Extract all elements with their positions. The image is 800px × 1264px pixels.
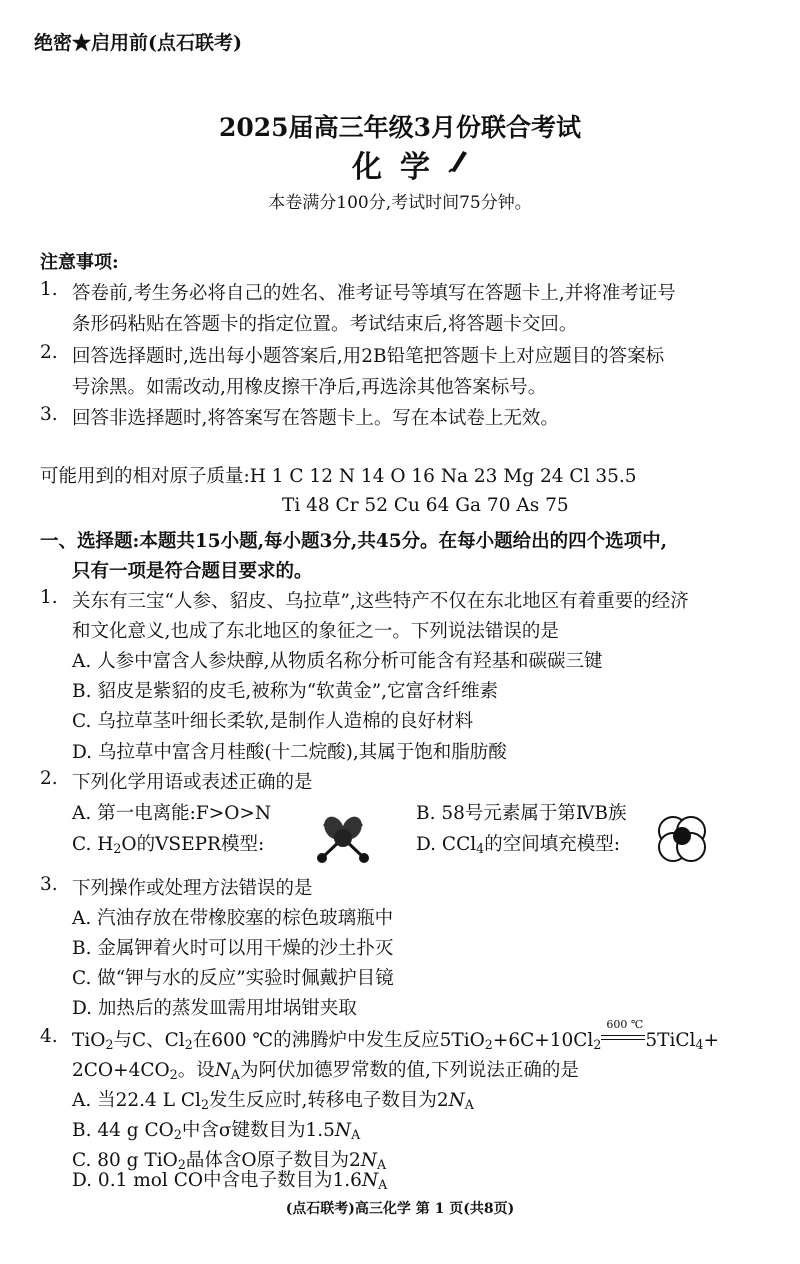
q2-stem: 下列化学用语或表述正确的是 <box>72 772 313 793</box>
q2-c-text: C. H <box>72 834 114 855</box>
avogadro-sub: A <box>378 1177 388 1193</box>
atomic-mass-line1: 可能用到的相对原子质量:H 1 C 12 N 14 O 16 Na 23 Mg 24 Cl 35.5 <box>40 466 637 487</box>
q4-stem-1 <box>72 1018 720 1053</box>
avogadro-symbol: N <box>214 1060 231 1081</box>
q2-option-b: B. 58号元素属于第ⅣB族 <box>416 803 627 824</box>
notice-text-1a: 答卷前,考生务必将自己的姓名、准考证号等填写在答题卡上,并将准考证号 <box>72 283 676 304</box>
q4-a-text: A. 当22.4 L Cl <box>72 1090 201 1111</box>
q2-number: 2. <box>40 768 58 789</box>
q1-option-a: A. 人参中富含人参炔醇,从物质名称分析可能含有羟基和碳碳三键 <box>72 651 603 672</box>
q1-option-c: C. 乌拉草茎叶细长柔软,是制作人造棉的良好材料 <box>72 711 474 732</box>
q4-text: 在600 ℃的沸腾炉中发生反应5TiO <box>192 1030 485 1051</box>
q4-stem-2 <box>72 1056 579 1082</box>
q4-sub: 2 <box>593 1037 602 1053</box>
q4-text: 。设 <box>177 1060 215 1081</box>
score-info: 本卷满分100分,考试时间75分钟。 <box>268 193 532 213</box>
q3-option-d: D. 加热后的蒸发皿需用坩埚钳夹取 <box>72 998 357 1019</box>
q4-option-b <box>72 1116 360 1142</box>
q3-number: 3. <box>40 874 58 895</box>
q1-stem-1: 关东有三宝“人参、貂皮、乌拉草”,这些特产不仅在东北地区有着重要的经济 <box>72 591 689 612</box>
q2-option-c <box>72 830 264 856</box>
subject-title: 化学 <box>352 150 448 185</box>
q4-sub: 2 <box>184 1037 193 1053</box>
q1-number: 1. <box>40 587 58 608</box>
notice-text-2a: 回答选择题时,选出每小题答案后,用2B铅笔把答题卡上对应题目的答案标 <box>72 346 665 367</box>
q4-a-sub: 2 <box>200 1097 209 1113</box>
q3-option-a: A. 汽油存放在带橡胶塞的棕色玻璃瓶中 <box>72 908 394 929</box>
q4-sub: 2 <box>484 1037 493 1053</box>
q4-text: 5TiCl <box>645 1030 696 1051</box>
notice-num-3: 3. <box>40 404 58 425</box>
avogadro-sub: A <box>351 1127 361 1143</box>
q4-text: +6C+10Cl <box>492 1030 594 1051</box>
q4-text: 2CO+4CO <box>72 1060 170 1081</box>
avogadro-sub: A <box>464 1097 474 1113</box>
q4-b-text: B. 44 g CO <box>72 1120 174 1141</box>
avogadro-symbol: N <box>360 1150 377 1171</box>
q4-number: 4. <box>40 1026 58 1047</box>
reaction-arrow <box>601 1018 645 1044</box>
q4-text: TiO <box>72 1030 106 1051</box>
q3-stem: 下列操作或处理方法错误的是 <box>72 878 313 899</box>
notice-num-2: 2. <box>40 342 58 363</box>
q4-text: 与C、Cl <box>113 1030 185 1051</box>
q4-option-d <box>72 1166 387 1192</box>
q1-stem-2: 和文化意义,也成了东北地区的象征之一。下列说法错误的是 <box>72 621 559 642</box>
notice-num-1: 1. <box>40 279 58 300</box>
q3-option-c: C. 做“钾与水的反应”实验时佩戴护目镜 <box>72 968 394 989</box>
q2-d-sub: 4 <box>476 841 485 857</box>
q2-d-text-2: 的空间填充模型: <box>484 834 620 855</box>
notice-text-3: 回答非选择题时,将答案写在答题卡上。写在本试卷上无效。 <box>72 408 559 429</box>
page-footer: (点石联考)高三化学 第 1 页(共8页) <box>285 1201 515 1217</box>
avogadro-symbol: N <box>448 1090 465 1111</box>
q4-b-text-2: 中含σ键数目为1.5 <box>181 1120 335 1141</box>
q4-text: 为阿伏加德罗常数的值,下列说法正确的是 <box>240 1060 579 1081</box>
exam-title: 2025届高三年级3月份联合考试 <box>219 113 581 142</box>
q2-c-sub: 2 <box>113 841 122 857</box>
q2-c-text-2: O的VSEPR模型: <box>121 834 265 855</box>
q2-d-text: D. CCl <box>416 834 477 855</box>
notice-text-1b: 条形码粘贴在答题卡的指定位置。考试结束后,将答题卡交回。 <box>72 314 578 335</box>
reaction-condition: 600 ℃ <box>606 1018 644 1031</box>
q4-b-sub: 2 <box>173 1127 182 1143</box>
ccl4-space-filling-model-image <box>656 812 708 864</box>
q1-option-b: B. 貂皮是紫貂的皮毛,被称为“软黄金”,它富含纤维素 <box>72 681 499 702</box>
avogadro-sub: A <box>376 1157 387 1173</box>
q3-option-b: B. 金属钾着火时可以用干燥的沙土扑灭 <box>72 938 394 959</box>
avogadro-symbol: N <box>334 1120 352 1141</box>
water-vsepr-model-image <box>312 806 374 870</box>
q4-d-text: D. 0.1 mol CO中含电子数目为1.6 <box>72 1170 362 1191</box>
q2-option-a: A. 第一电离能:F>O>N <box>72 803 272 824</box>
q4-c-text: C. 80 g TiO <box>72 1150 178 1171</box>
q4-sub: 2 <box>105 1037 114 1053</box>
q4-option-a <box>72 1086 474 1112</box>
notice-text-2b: 号涂黑。如需改动,用橡皮擦干净后,再选涂其他答案标号。 <box>72 377 547 398</box>
avogadro-sub: A <box>230 1067 240 1083</box>
avogadro-symbol: N <box>361 1170 379 1191</box>
section-heading-1: 一、选择题:本题共15小题,每小题3分,共45分。在每小题给出的四个选项中, <box>40 531 668 552</box>
q2-option-d <box>416 830 620 856</box>
q1-option-d: D. 乌拉草中富含月桂酸(十二烷酸),其属于饱和脂肪酸 <box>72 742 507 763</box>
atomic-mass-line2: Ti 48 Cr 52 Cu 64 Ga 70 As 75 <box>282 495 569 516</box>
section-heading-2: 只有一项是符合题目要求的。 <box>72 561 313 582</box>
pen-icon <box>447 147 469 173</box>
q4-c-text-2: 晶体含O原子数目为2 <box>185 1150 361 1171</box>
q4-a-text-2: 发生反应时,转移电子数目为2 <box>208 1090 449 1111</box>
q4-c-sub: 2 <box>177 1157 186 1173</box>
q4-sub: 4 <box>695 1037 704 1053</box>
q4-sub: 2 <box>169 1067 178 1083</box>
q4-text: + <box>703 1030 720 1051</box>
notice-heading: 注意事项: <box>40 252 119 273</box>
secrecy-label: 绝密★启用前(点石联考) <box>34 32 242 54</box>
